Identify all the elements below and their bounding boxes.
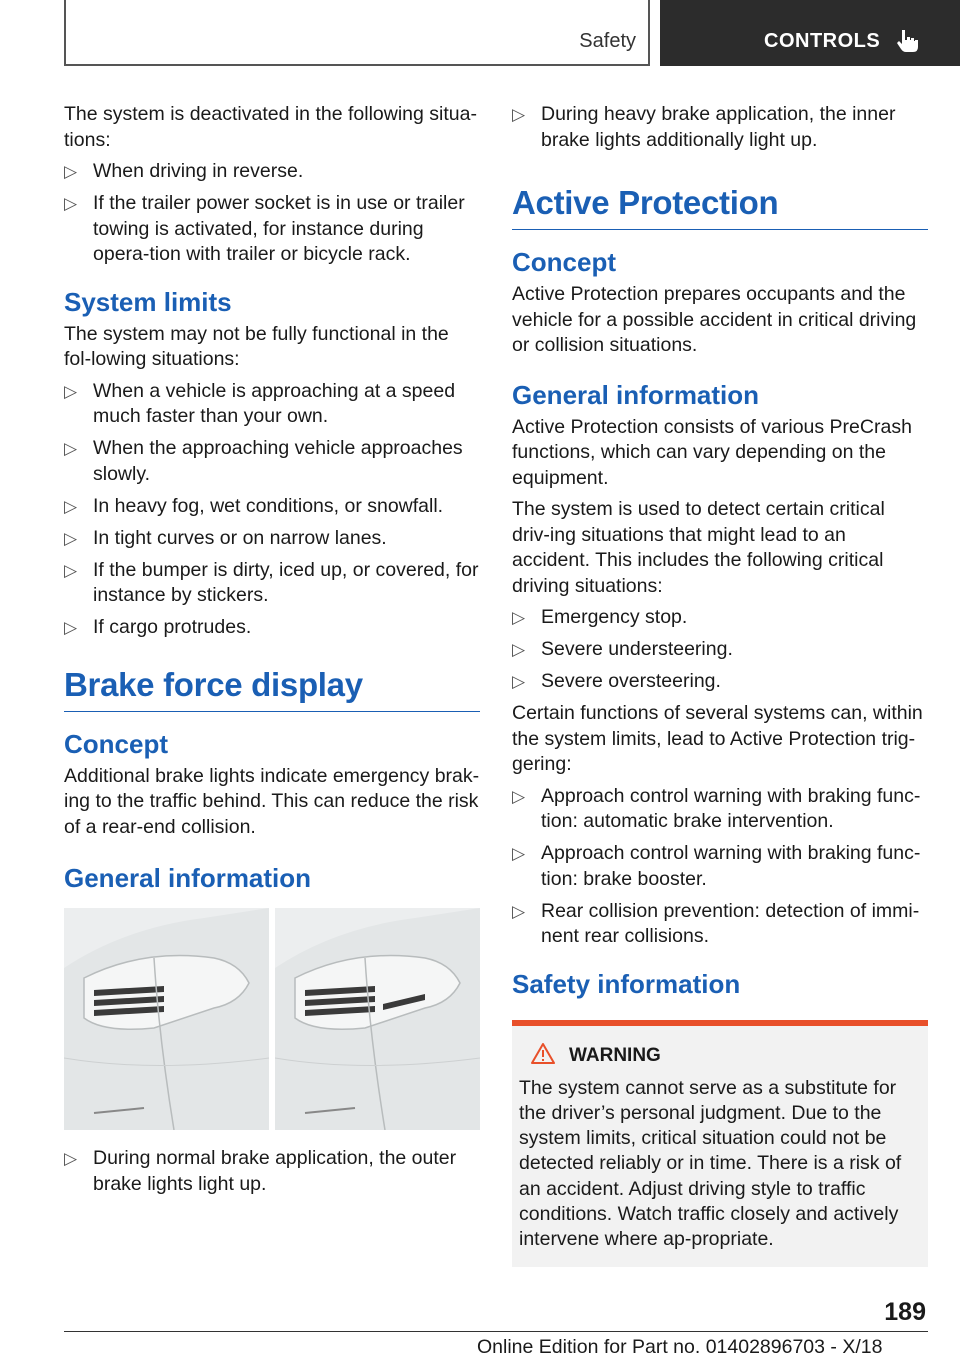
triangle-right-icon: ▷ xyxy=(512,786,526,806)
list-item: ▷ When driving in reverse. xyxy=(64,159,480,185)
triangle-right-icon: ▷ xyxy=(64,1149,78,1168)
list-item: ▷ Approach control warning with braking func-tion: brake booster. xyxy=(512,842,921,890)
brake-lights-figure xyxy=(64,908,480,1130)
list-item: ▷ Severe understeering. xyxy=(512,637,928,663)
right-column xyxy=(512,102,928,1267)
triangle-right-icon: ▷ xyxy=(512,608,526,627)
header-chapter-tab xyxy=(660,0,960,66)
header-chapter-title: CONTROLS xyxy=(764,29,881,52)
brake-light-image-heavy xyxy=(275,908,480,1130)
list-item: ▷ In heavy fog, wet conditions, or snowfall. xyxy=(64,494,480,520)
after-figure-list xyxy=(64,1146,480,1197)
list-item: ▷ During normal brake application, the outer brake lights light up. xyxy=(64,1147,457,1195)
general-information-heading: General information xyxy=(64,863,312,893)
list-item: ▷ If the bumper is dirty, iced up, or covered, for instance by stickers. xyxy=(64,558,479,606)
triangle-right-icon: ▷ xyxy=(512,672,526,691)
list-item: ▷ Rear collision prevention: detection of immi-nent rear collisions. xyxy=(512,899,920,947)
brake-light-image-normal xyxy=(64,908,269,1130)
triangle-right-icon: ▷ xyxy=(64,439,78,458)
triangle-right-icon: ▷ xyxy=(512,640,526,659)
deactivation-intro: The system is deactivated in the following situa-tions: xyxy=(64,103,477,151)
triangle-right-icon: ▷ xyxy=(512,105,526,124)
concept-heading: Concept xyxy=(64,728,168,759)
triangle-right-icon: ▷ xyxy=(64,496,78,516)
general-text-1: Active Protection consists of various PreCrash functions, which can vary depending on the equipment. xyxy=(512,415,912,489)
chapter-title-active-protection: Active Protection xyxy=(512,183,928,230)
chapter-title-brake-force: Brake force display xyxy=(64,665,480,712)
safety-information-heading: Safety information xyxy=(512,968,741,999)
list-item: ▷ Emergency stop. xyxy=(512,605,928,631)
system-limits-text: The system may not be fully functional in the fol-lowing situations: xyxy=(64,322,449,370)
header-section-box xyxy=(64,0,650,66)
trigger-text: Certain functions of several systems can, within the system limits, lead to Active Protection trig-gering: xyxy=(512,702,923,775)
trigger-list xyxy=(512,784,928,950)
triangle-right-icon: ▷ xyxy=(64,618,78,637)
list-item: ▷ Severe oversteering. xyxy=(512,669,928,695)
general-text-2: The system is used to detect certain critical driv-ing situations that might lead to an accident. This includes the following critical driving situations: xyxy=(512,498,885,597)
list-item: ▷ When a vehicle is approaching at a speed much faster than your own. xyxy=(64,379,456,427)
page-number: 189 xyxy=(884,1298,926,1326)
list-item: ▷ When the approaching vehicle approaches slowly. xyxy=(64,437,463,485)
triangle-right-icon: ▷ xyxy=(64,194,78,213)
header-section-title: Safety xyxy=(579,30,636,52)
critical-situations-list xyxy=(512,605,928,695)
system-limits-heading: System limits xyxy=(64,286,232,317)
list-item: ▷ In tight curves or on narrow lanes. xyxy=(64,526,480,552)
triangle-right-icon: ▷ xyxy=(64,560,78,580)
list-item: ▷ If cargo protrudes. xyxy=(64,615,480,641)
footer-edition: Online Edition for Part no. 01402896703 - X/18 xyxy=(477,1336,883,1358)
triangle-right-icon: ▷ xyxy=(64,528,78,548)
footer-divider xyxy=(64,1331,928,1332)
triangle-right-icon: ▷ xyxy=(64,162,78,181)
pointing-hand-icon xyxy=(894,28,920,54)
list-item: ▷ Approach control warning with braking func-tion: automatic brake intervention. xyxy=(512,784,921,832)
warning-text: The system cannot serve as a substitute for the driver’s personal judgment. Due to the system limits, critical situation could not be detected reliably or in time. There is a risk of an accident. Adjust driving style to traffic conditions. Watch traffic closely and actively intervene where ap-propriate. xyxy=(519,1076,902,1251)
deactivation-list xyxy=(64,159,480,268)
general-information-heading: General information xyxy=(512,379,760,410)
concept-text: Additional brake lights indicate emergency brak-ing to the traffic behind. This can reduce the risk of a rear-end collision. xyxy=(64,764,480,838)
list-item: ▷ During heavy brake application, the inner brake lights additionally light up. xyxy=(512,103,896,151)
warning-triangle-icon xyxy=(531,1042,555,1070)
concept-text: Active Protection prepares occupants and the vehicle for a possible accident in critical driving or collision situations. xyxy=(512,283,917,356)
triangle-right-icon: ▷ xyxy=(512,844,526,863)
warning-header xyxy=(531,1042,922,1070)
list-item: ▷ If the trailer power socket is in use or trailer towing is activated, for instance during opera-tion with trailer or bicycle rack. xyxy=(64,192,465,265)
concept-heading: Concept xyxy=(512,247,616,277)
triangle-right-icon: ▷ xyxy=(512,901,526,921)
left-column xyxy=(64,102,480,1204)
limits-list xyxy=(64,379,480,641)
triangle-right-icon: ▷ xyxy=(64,381,78,401)
heavy-brake-list xyxy=(512,102,928,153)
warning-label: WARNING xyxy=(569,1044,661,1066)
warning-box xyxy=(512,1020,928,1267)
